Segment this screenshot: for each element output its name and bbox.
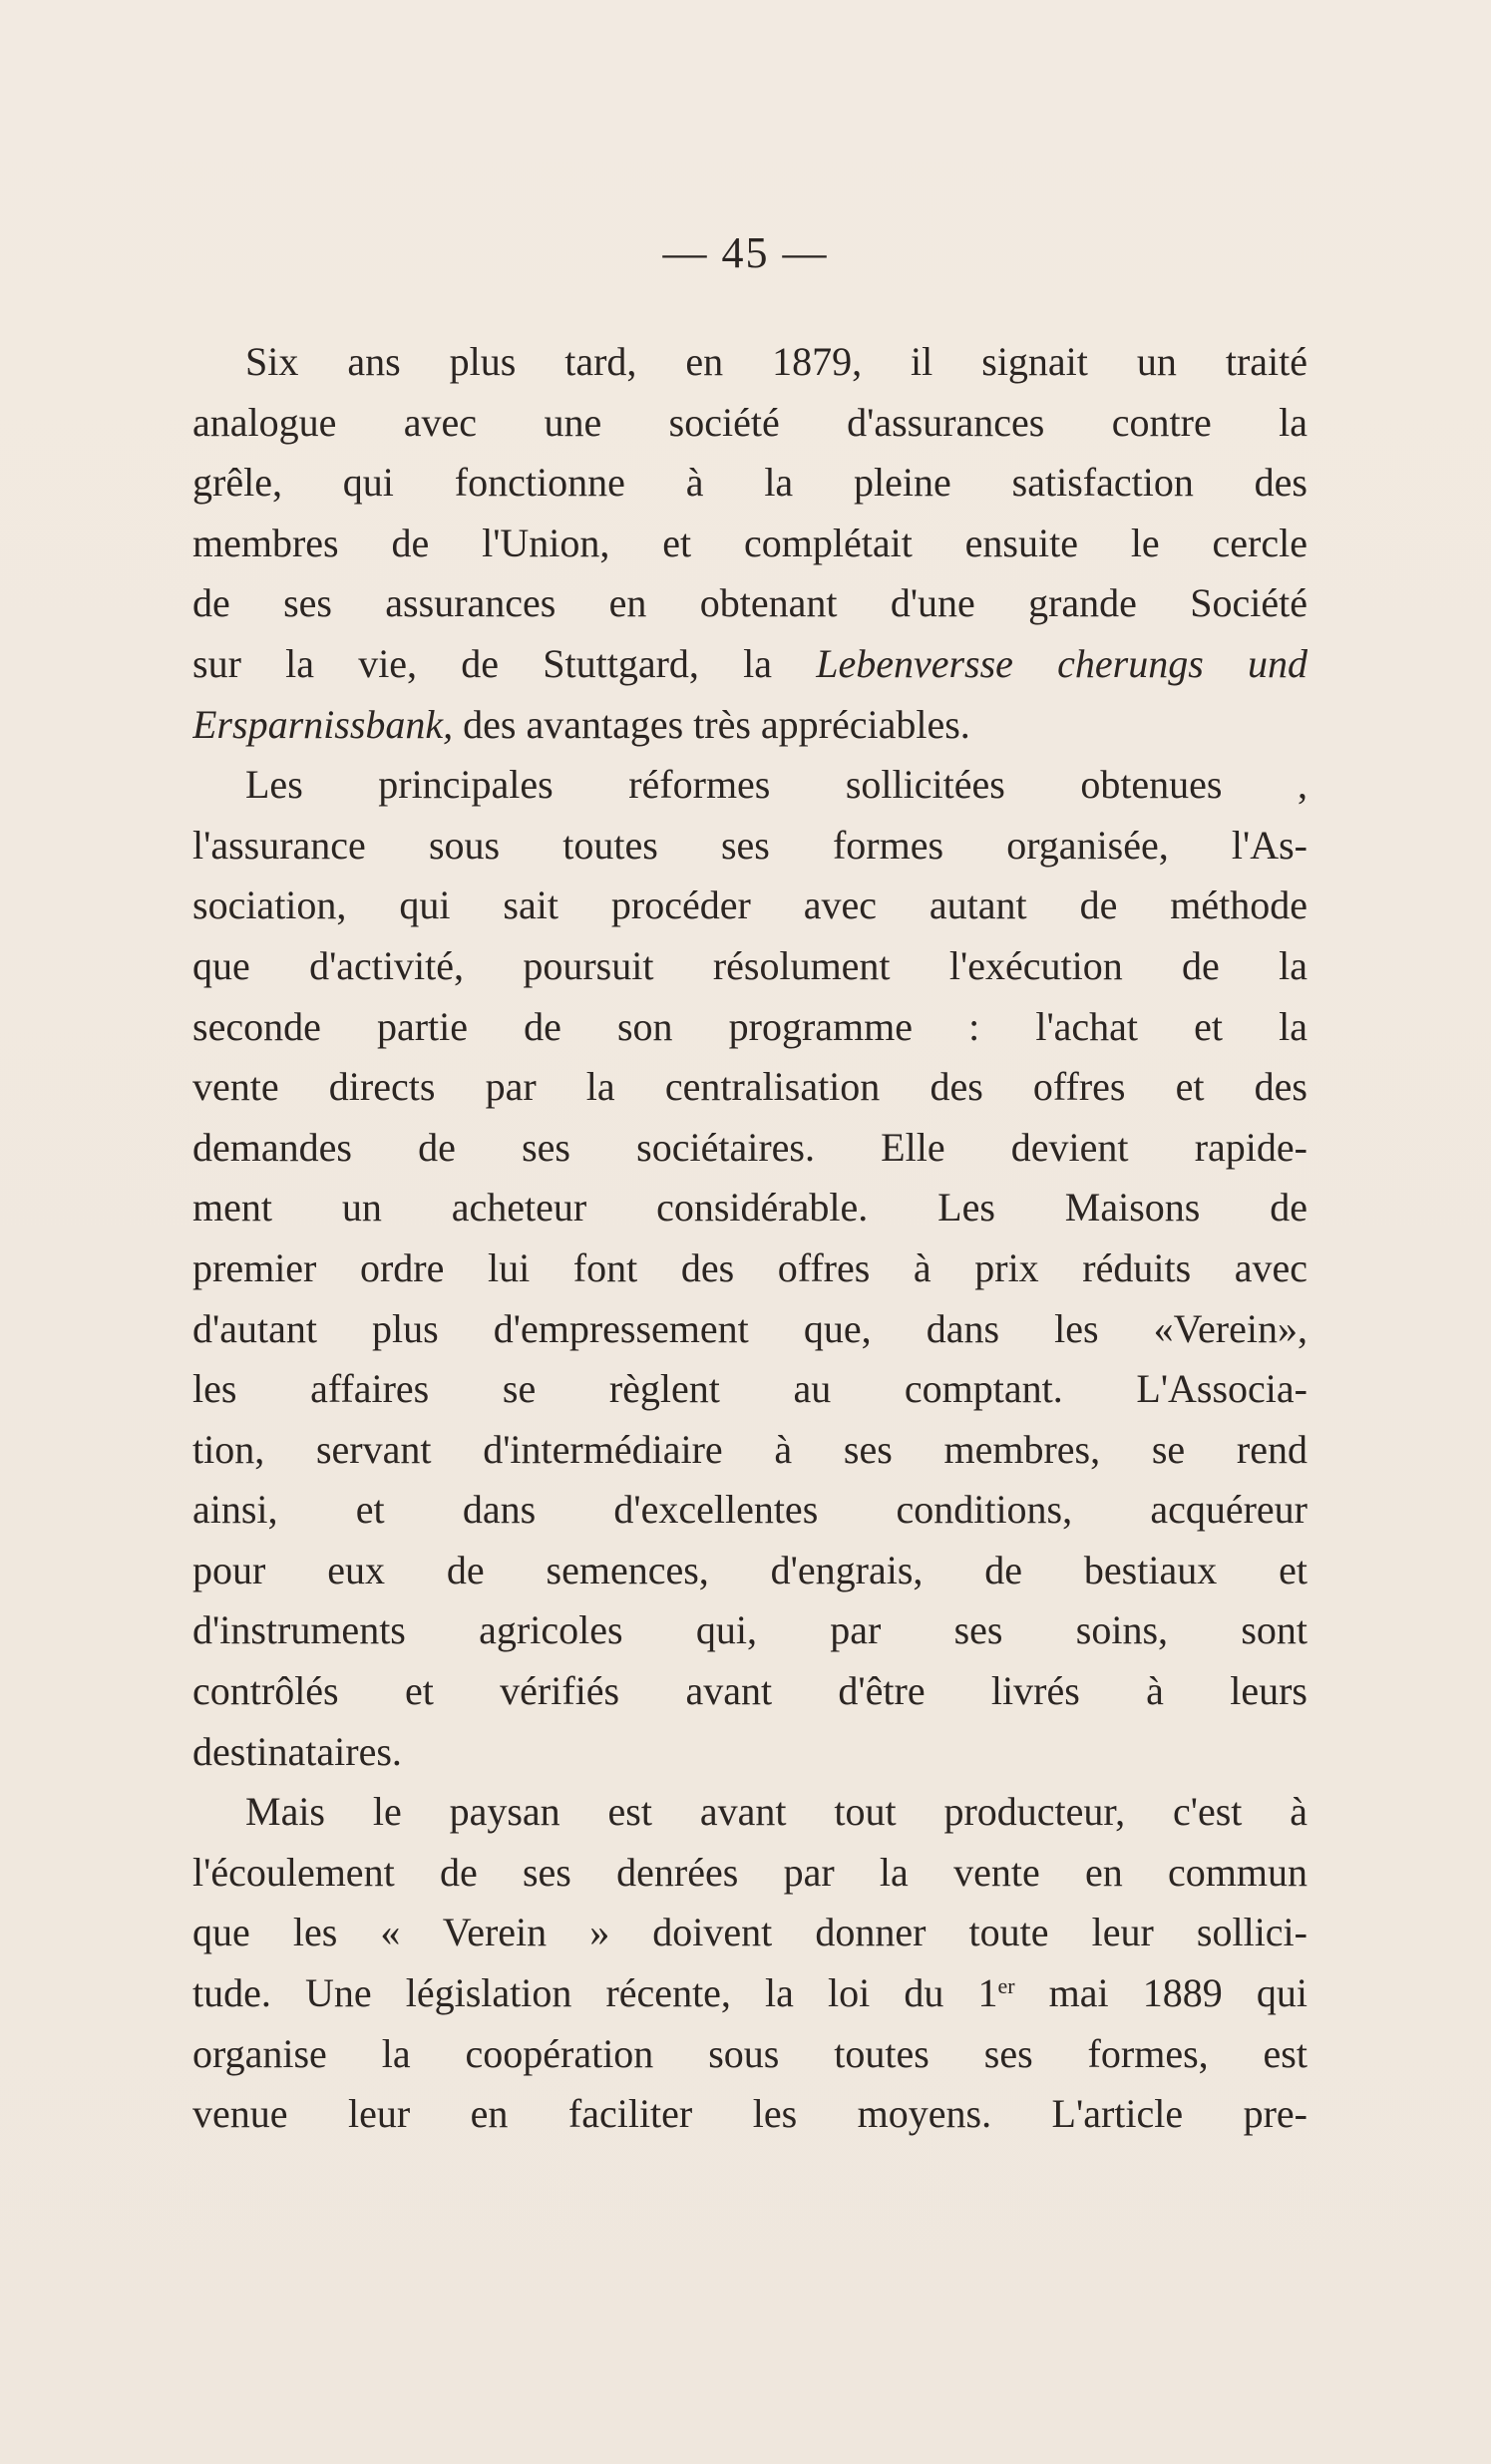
text-fragment: mai 1889 qui [1014, 1970, 1307, 2016]
text-line: d'instruments agricoles qui, par ses soins, sont [192, 1607, 1307, 1653]
text-fragment: sur la vie, de Stuttgard, la [192, 640, 817, 686]
text-line: organise la coopération sous toutes ses formes, est [192, 2030, 1307, 2076]
text-line [192, 1963, 1307, 2024]
text-fragment: tude. Une législation récente, la loi du 1 [192, 1970, 998, 2016]
italic-name: Lebenversse cherungs und [816, 640, 1307, 686]
text-line: l'écoulement de ses denrées par la vente en commun [192, 1849, 1307, 1895]
body-text [192, 332, 1307, 2145]
text-line: les affaires se règlent au comptant. L'Associa- [192, 1366, 1307, 1412]
text-line: pour eux de semences, d'engrais, de bestiaux et [192, 1547, 1307, 1592]
text-line: que d'activité, poursuit résolument l'exécution de la [192, 942, 1307, 988]
text-line: seconde partie de son programme : l'achat et la [192, 1003, 1307, 1049]
text-line: l'assurance sous toutes ses formes organisée, l'As- [192, 822, 1307, 868]
text-line: Les principales réformes sollicitées obtenues , [245, 762, 1307, 808]
text-line: vente directs par la centralisation des offres et des [192, 1064, 1307, 1110]
text-line: grêle, qui fonctionne à la pleine satisfaction des [192, 460, 1307, 506]
text-line: analogue avec une société d'assurances contre la [192, 399, 1307, 445]
text-line: d'autant plus d'empressement que, dans les «Verein», [192, 1305, 1307, 1351]
text-line: premier ordre lui font des offres à prix réduits avec [192, 1244, 1307, 1290]
text-line: destinataires. [192, 1728, 402, 1774]
text-line: que les « Verein » doivent donner toute leur sollici- [192, 1910, 1307, 1955]
page-number: — 45 — [662, 228, 829, 277]
text-fragment: des avantages très appréciables. [453, 701, 970, 747]
text-line: de ses assurances en obtenant d'une grande Société [192, 580, 1307, 626]
text-line: membres de l'Union, et complétait ensuite le cercle [192, 520, 1307, 565]
ordinal-suffix: er [997, 1973, 1015, 1999]
text-line: sociation, qui sait procéder avec autant de méthode [192, 882, 1307, 928]
text-line [192, 695, 1307, 756]
text-line: venue leur en faciliter les moyens. L'article pre- [192, 2091, 1307, 2137]
text-line: ainsi, et dans d'excellentes conditions, acquéreur [192, 1487, 1307, 1533]
text-line: ment un acheteur considérable. Les Maisons de [192, 1185, 1307, 1231]
text-line: Six ans plus tard, en 1879, il signait un traité [245, 339, 1307, 384]
text-line: contrôlés et vérifiés avant d'être livrés à leurs [192, 1668, 1307, 1714]
text-line: Mais le paysan est avant tout producteur, c'est à [245, 1789, 1307, 1835]
text-line: demandes de ses sociétaires. Elle devient rapide- [192, 1124, 1307, 1170]
text-line: tion, servant d'intermédiaire à ses membres, se rend [192, 1426, 1307, 1472]
italic-name: Ersparnissbank, [192, 701, 454, 747]
text-line [192, 634, 1307, 695]
